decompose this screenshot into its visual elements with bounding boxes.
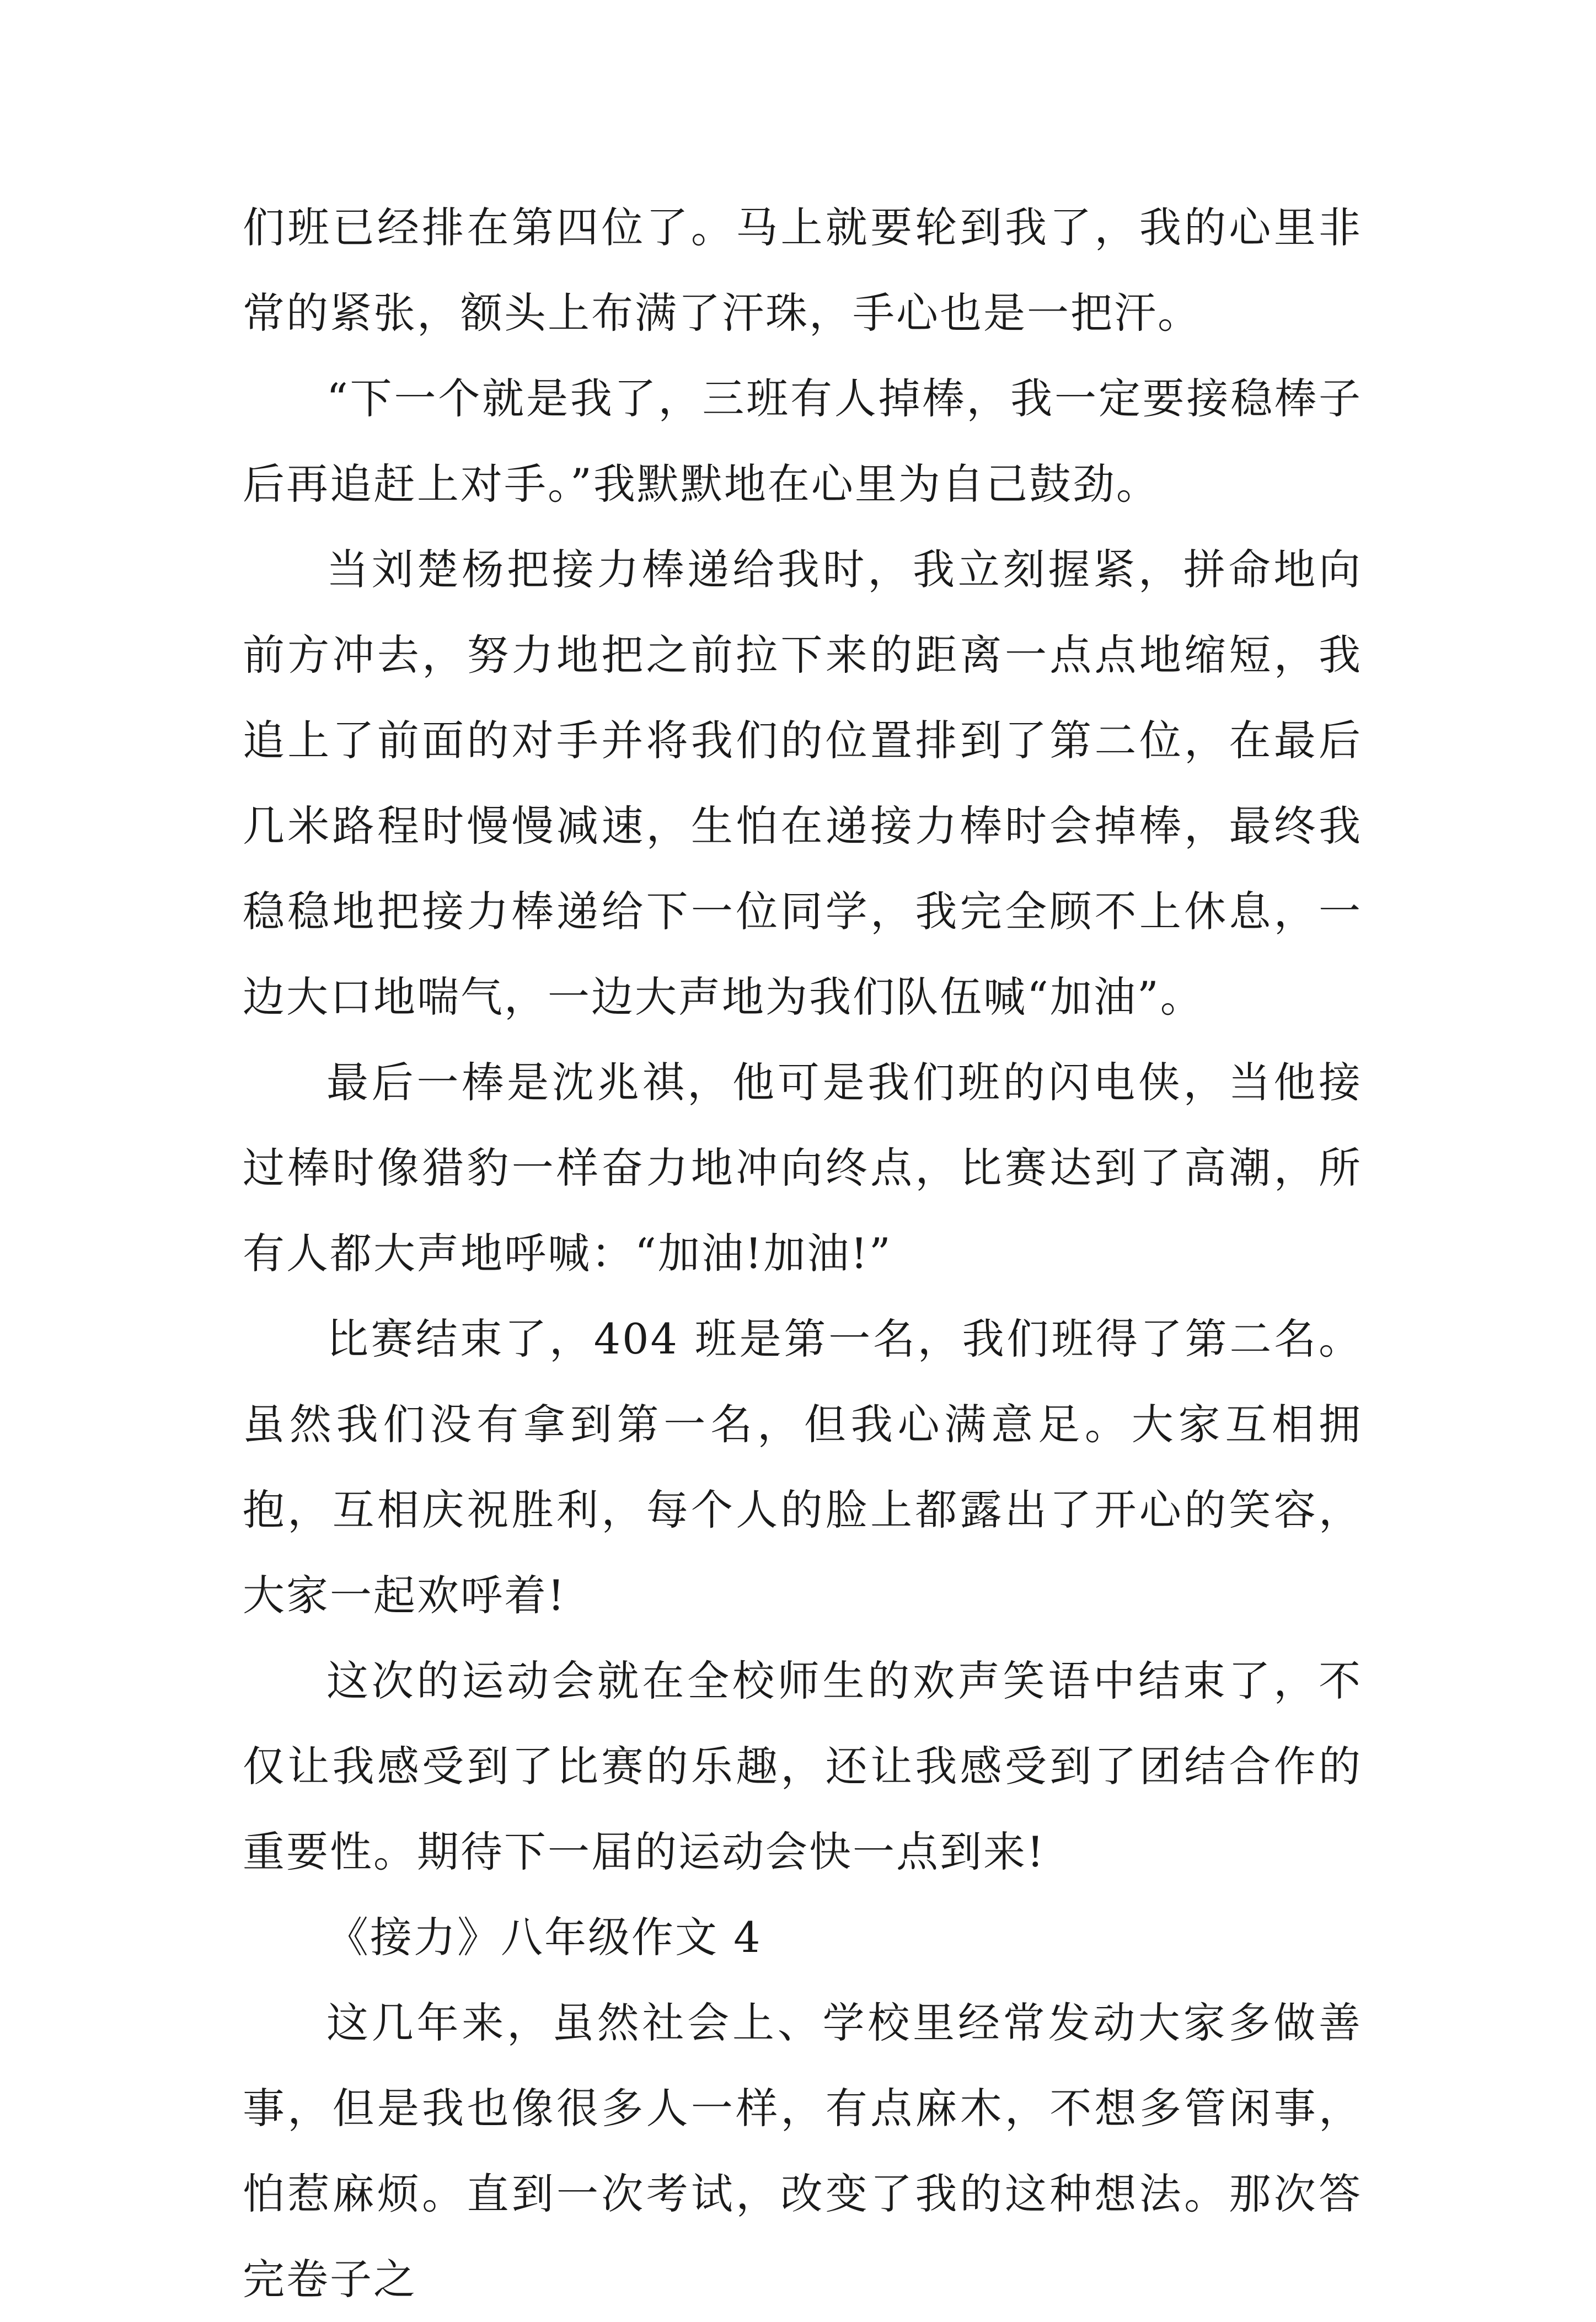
section-heading: 《接力》八年级作文 4 xyxy=(326,1913,762,1962)
paragraph-closing: 这几年来，虽然社会上、学校里经常发动大家多做善事，但是我也像很多人一样，有点麻木，不想多管闲事，怕惹麻烦。直到一次考试，改变了我的这种想法。那次答完卷子之 xyxy=(243,1998,1362,2304)
paragraph-1: 们班已经排在第四位了。马上就要轮到我了，我的心里非常的紧张，额头上布满了汗珠，手心也是一把汗。 xyxy=(243,203,1362,338)
document-body xyxy=(243,185,1362,2322)
paragraph-6: 这次的运动会就在全校师生的欢声笑语中结束了，不仅让我感受到了比赛的乐趣，还让我感受到了团结合作的重要性。期待下一届的运动会快一点到来! xyxy=(243,1656,1362,1876)
paragraph-2: “下一个就是我了，三班有人掉棒，我一定要接稳棒子后再追赶上对手。”我默默地在心里为自己鼓劲。 xyxy=(243,374,1362,509)
paragraph-5: 比赛结束了，404 班是第一名，我们班得了第二名。虽然我们没有拿到第一名，但我心满意足。大家互相拥抱，互相庆祝胜利，每个人的脸上都露出了开心的笑容，大家一起欢呼着! xyxy=(243,1314,1362,1620)
paragraph-3: 当刘楚杨把接力棒递给我时，我立刻握紧，拼命地向前方冲去，努力地把之前拉下来的距离一点点地缩短，我追上了前面的对手并将我们的位置排到了第二位，在最后几米路程时慢慢减速，生怕在递接力棒时会掉棒，最终我稳稳地把接力棒递给下一位同学，我完全顾不上休息，一边大口地喘气，一边大声地为我们队伍喊“加油”。 xyxy=(243,545,1362,1021)
paragraph-4: 最后一棒是沈兆祺，他可是我们班的闪电侠，当他接过棒时像猎豹一样奋力地冲向终点，比赛达到了高潮，所有人都大声地呼喊：“加油!加油!” xyxy=(243,1058,1362,1278)
